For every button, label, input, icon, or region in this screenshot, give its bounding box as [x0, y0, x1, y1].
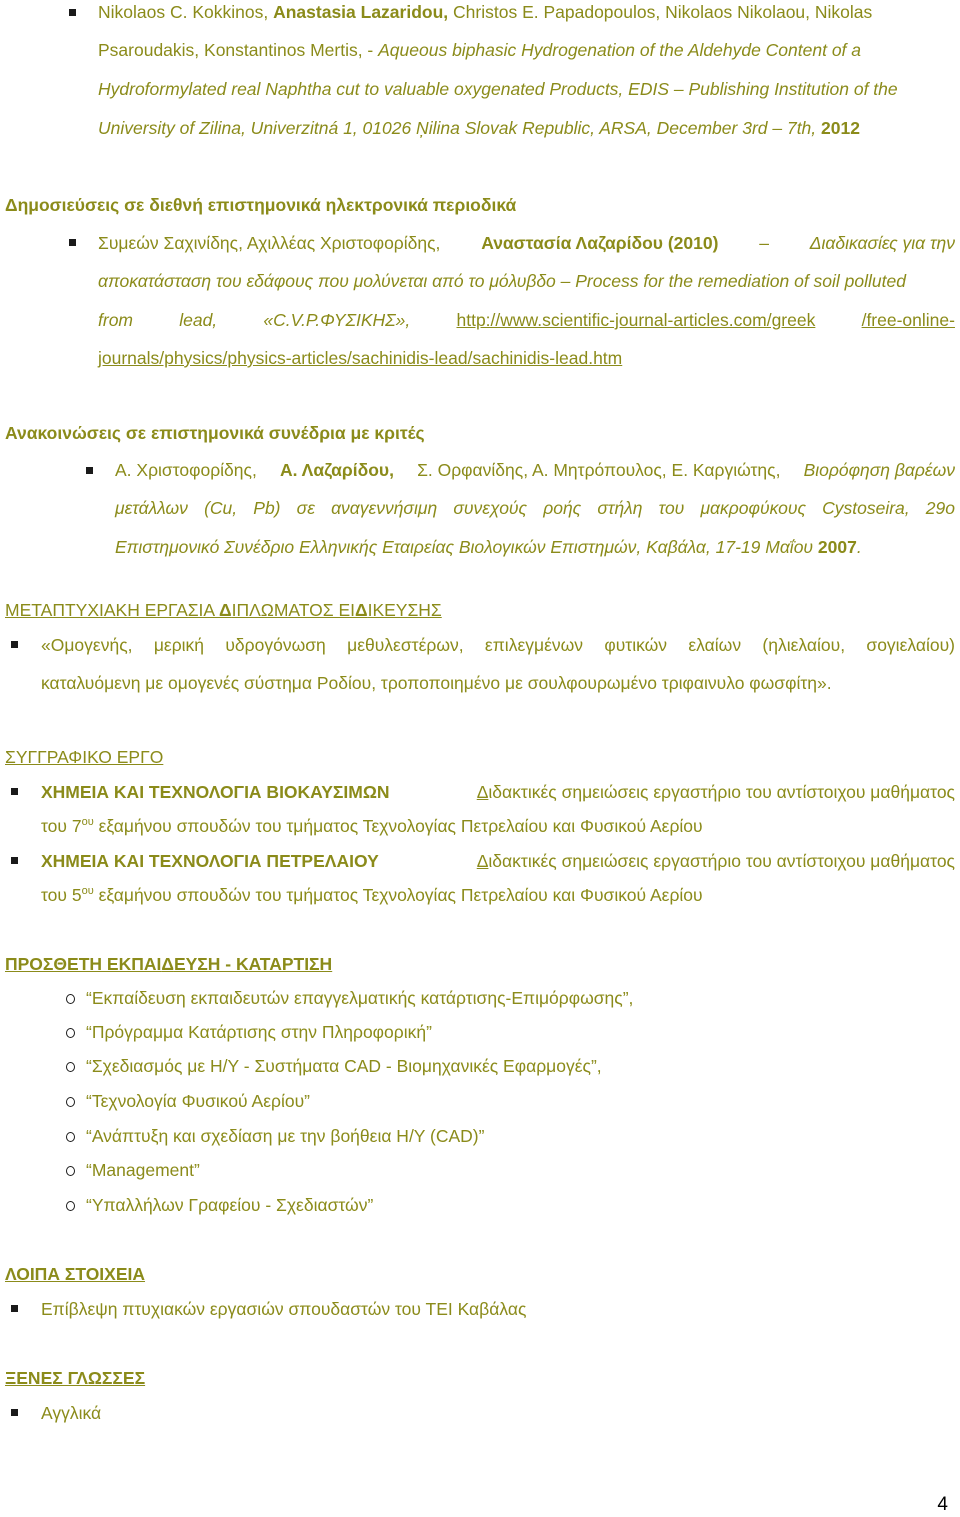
circle-bullet-icon [66, 994, 75, 1004]
authors: Συμεών Σαχινίδης, Αχιλλέας Χριστοφορίδης, [98, 233, 441, 253]
training-item: “Ανάπτυξη και σχεδίαση με την βοήθεια Η/Υ (CAD)” [86, 1126, 485, 1146]
pub1-line-1 [98, 0, 872, 24]
page-number: 4 [937, 1494, 948, 1515]
conf-line-3: Επιστημονικό Συνέδριο Ελληνικής Εταιρείας Βιολογικών Επιστημών, Καβάλα, 17-19 Μαΐου 2007. [115, 537, 862, 557]
pub1-line-4: University of Zilina, Univerzitná 1, 01026 Ņilina Slovak Republic, ARSA, December 3rd – 7th, 2012 [98, 118, 860, 138]
author-highlight: Α. Λαζαρίδου, [279, 460, 394, 480]
bullet-icon [11, 1409, 18, 1416]
journal-link[interactable]: http://www.scientific-journal-articles.com/greek [456, 310, 816, 330]
authors: Σ. Ορφανίδης, Α. Μητρόπουλος, Ε. Καργιώτης, [417, 460, 781, 480]
pub-year: 2012 [821, 118, 860, 138]
section-title-other: ΛΟΙΠΑ ΣΤΟΙΧΕΙΑ [5, 1264, 146, 1284]
pub-title: Aqueous biphasic Hydrogenation of the Aldehyde Content of a [378, 40, 862, 60]
conf-line-2: μετάλλων (Cu, Pb) σε αναγεννήσιμη συνεχούς ροής στήλη του μακροφύκους Cystoseira, 29ο [115, 498, 955, 518]
epub-line-2: αποκατάσταση του εδάφους που μολύνεται από το μόλυβδο – Process for the remediation of soil polluted [98, 271, 906, 291]
bullet-icon [69, 239, 76, 246]
writing-item-1-line-2: του $7^{o\upsilon}$ εξαμήνου σπουδών του τμήματος Τεχνολογίας Πετρελαίου και Φυσικού Αερίου [41, 816, 703, 836]
circle-bullet-icon [66, 1166, 75, 1176]
author-highlight: Αναστασία Λαζαρίδου (2010) [481, 233, 719, 253]
journal-link[interactable]: journals/physics/physics-articles/sachinidis-lead/sachinidis-lead.htm [98, 348, 623, 368]
circle-bullet-icon [66, 1062, 75, 1072]
section-title-training: ΠΡΟΣΘΕΤΗ ΕΚΠΑΙΔΕΥΣΗ - ΚΑΤΑΡΤΙΣΗ [5, 954, 333, 974]
training-item: “Τεχνολογία Φυσικού Αερίου” [86, 1091, 310, 1111]
book-title: ΧΗΜΕΙΑ ΚΑΙ ΤΕΧΝΟΛΟΓΙΑ ΒΙΟΚΑΥΣΙΜΩΝ [41, 782, 390, 802]
authors: Α. Χριστοφορίδης, [115, 460, 257, 480]
writing-item-2-line-2: του $5^{o\upsilon}$ εξαμήνου σπουδών του τμήματος Τεχνολογίας Πετρελαίου και Φυσικού Αερίου [41, 885, 703, 905]
language-item: Αγγλικά [41, 1403, 102, 1423]
circle-bullet-icon [66, 1028, 75, 1038]
training-item: “Σχεδιασμός με Η/Υ - Συστήματα CAD - Βιομηχανικές Εφαρμογές”, [86, 1056, 602, 1076]
bullet-icon [86, 467, 93, 474]
pub1-line-3: Hydroformylated real Naphtha cut to valuable oxygenated Products, EDIS – Publishing Institution of the [98, 79, 898, 99]
training-item: “Πρόγραμμα Κατάρτισης στην Πληροφορική” [86, 1022, 432, 1042]
pub1-line-2: Psaroudakis, Konstantinos Mertis, - Aqueous biphasic Hydrogenation of the Aldehyde Content of a [98, 40, 862, 60]
circle-bullet-icon [66, 1132, 75, 1142]
bullet-icon [11, 641, 18, 648]
other-item: Επίβλεψη πτυχιακών εργασιών σπουδαστών του ΤΕΙ Καβάλας [41, 1299, 527, 1319]
writing-item-2: ΧΗΜΕΙΑ ΚΑΙ ΤΕΧΝΟΛΟΓΙΑ ΠΕΤΡΕΛΑΙΟΥ Διδακτικές σημειώσεις εργαστήριο του αντίστοιχου μαθήματος [41, 851, 955, 871]
conf-line-1: Α. Χριστοφορίδης, Α. Λαζαρίδου, Σ. Ορφανίδης, Α. Μητρόπουλος, Ε. Καργιώτης, Βιορόφηση βαρέων [115, 460, 955, 480]
bullet-icon [11, 857, 18, 864]
circle-bullet-icon [66, 1201, 75, 1211]
bullet-icon [69, 9, 76, 16]
book-title: ΧΗΜΕΙΑ ΚΑΙ ΤΕΧΝΟΛΟΓΙΑ ΠΕΤΡΕΛΑΙΟΥ [41, 851, 379, 871]
epub-line-3: from lead, «C.V.P.ΦΥΣΙΚΗΣ», http://www.scientific-journal-articles.com/greek /free-online- [98, 310, 955, 330]
bullet-icon [11, 1305, 18, 1312]
bullet-icon [11, 788, 18, 795]
training-item: “Management” [86, 1160, 200, 1180]
section-title-epubs: Δημοσιεύσεις σε διεθνή επιστημονικά ηλεκτρονικά περιοδικά [5, 195, 517, 215]
circle-bullet-icon [66, 1097, 75, 1107]
thesis-line-2: καταλυόμενη με ομογενές σύστημα Ροδίου, τροποποιημένο με σουλφουρωμένο τριφαινυλο φωσφίτη». [41, 673, 832, 693]
thesis-line-1: «Ομογενής, μερική υδρογόνωση μεθυλεστέρων, επιλεγμένων φυτικών ελαίων (ηλιελαίου, σογιελαίου) [41, 635, 955, 655]
journal-link[interactable]: /free-online- [861, 310, 955, 330]
section-title-thesis: ΜΕΤΑΠΤΥΧΙΑΚΗ ΕΡΓΑΣΙΑ ΔΙΠΛΩΜΑΤΟΣ ΕΙΔΙΚΕΥΣΗΣ [5, 600, 442, 620]
section-title-writing: ΣΥΓΓΡΑΦΙΚΟ ΕΡΓΟ [5, 747, 164, 767]
authors: Nikolaos C. Kokkinos, [98, 2, 269, 22]
section-title-languages: ΞΕΝΕΣ ΓΛΩΣΣΕΣ [5, 1368, 146, 1388]
training-item: “Εκπαίδευση εκπαιδευτών επαγγελματικής κατάρτισης-Επιμόρφωσης”, [86, 988, 634, 1008]
section-title-conferences: Ανακοινώσεις σε επιστημονικά συνέδρια με κριτές [5, 423, 425, 443]
training-item: “Υπαλλήλων Γραφείου - Σχεδιαστών” [86, 1195, 374, 1215]
author-highlight: Anastasia Lazaridou, [273, 2, 449, 22]
authors: Christos E. Papadopoulos, Nikolaos Nikolaou, Nikolas [453, 2, 873, 22]
epub-line-1: Συμεών Σαχινίδης, Αχιλλέας Χριστοφορίδης, Αναστασία Λαζαρίδου (2010) – Διαδικασίες για την [98, 233, 955, 253]
writing-item-1: ΧΗΜΕΙΑ ΚΑΙ ΤΕΧΝΟΛΟΓΙΑ ΒΙΟΚΑΥΣΙΜΩΝ Διδακτικές σημειώσεις εργαστήριο του αντίστοιχου μαθήματος [41, 782, 955, 802]
